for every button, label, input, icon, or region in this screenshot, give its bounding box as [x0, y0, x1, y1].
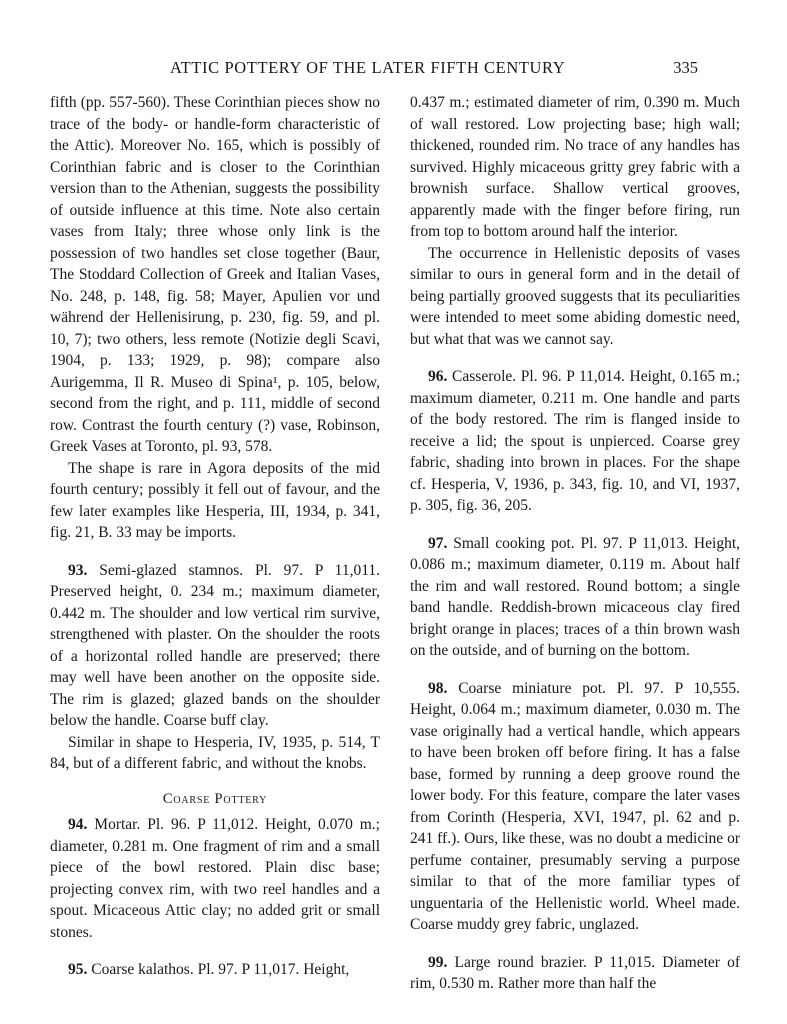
left-column [50, 92, 380, 981]
entry-93-note: Similar in shape to Hesperia, IV, 1935, p. 514, T 84, but of a different fabric, and without the knobs. [50, 733, 380, 772]
paragraph-shape-note: The shape is rare in Agora deposits of the mid fourth century; possibly it fell out of favour, and the few later examples like Hesperia, III, 1934, p. 341, fig. 21, B. 33 may be imports. [50, 459, 380, 541]
section-heading: Coarse Pottery [162, 790, 268, 807]
entry-text: Large round brazier. P 11,015. Diameter of rim, 0.530 m. Rather more than half the [410, 953, 741, 992]
right-column [410, 92, 740, 995]
entry-text: Small cooking pot. Pl. 97. P 11,013. Height, 0.086 m.; maximum diameter, 0.119 m. About half the rim and wall restored. Round bottom; a single band handle. Reddish-brown micaceous clay fired bright orange in places; traces of a thin brown wash on the outside, and of burning on the bottom. [410, 534, 740, 659]
entry-text: Coarse miniature pot. Pl. 97. P 10,555. Height, 0.064 m.; maximum diameter, 0.030 m. The vase originally had a vertical handle, which appears to have been broken off before firing. It has a false base, formed by running a deep groove round the lower body. For this feature, compare the later vases from Corinth (Hesperia, XVI, 1947, pl. 62 and p. 241 ff.). Ours, like these, was no doubt a medicine or perfume container, presumably serving a purpose similar to that of the more familiar types of unguentaria of the Hellenistic world. Wheel made. Coarse muddy grey fabric, unglazed. [410, 679, 740, 933]
entry-number: 96. [428, 368, 448, 385]
paragraph-continued: fifth (pp. 557-560). These Corinthian pieces show no trace of the body- or handle-form characteristic of the Attic). Moreover No. 165, which is possibly of Corinthian fabric and is closer to the Corinthian version than to the Athenian, suggests the possibility of outside influence at this time. Note also certain vases from Italy; three whose only link is the possession of two handles set close together (Baur, The Stoddard Collection of Greek and Italian Vases, No. 248, p. 148, fig. 58; Mayer, Apulien vor und während der Hellenisirung, p. 230, fig. 59, and pl. 10, 7); two others, less remote (Notizie degli Scavi, 1904, p. 133; 1929, p. 98); compare also Aurigemma, Il R. Museo di Spina¹, p. 105, below, second from the right, and p. 111, middle of second row. Contrast the fourth century (?) vase, Robinson, Greek Vases at Toronto, pl. 93, 578. [50, 94, 380, 455]
entry-number: 94. [68, 816, 88, 833]
entry-number: 99. [428, 953, 448, 971]
running-title: ATTIC POTTERY OF THE LATER FIFTH CENTURY [170, 58, 566, 77]
entry-number: 93. [68, 561, 88, 579]
page-header [0, 58, 787, 80]
entry-number: 95. [68, 961, 88, 978]
catalogue-entry-97 [410, 533, 740, 662]
entry-number: 97. [428, 534, 448, 552]
catalogue-entry-94 [50, 814, 380, 943]
paragraph-continued: 0.437 m.; estimated diameter of rim, 0.390 m. Much of wall restored. Low projecting base; high wall; thickened, rounded rim. No trace of any handles has survived. Highly micaceous gritty grey fabric with a brownish surface. Shallow vertical grooves, apparently made with the finger before firing, run from top to bottom around half the interior. [410, 94, 740, 240]
catalogue-entry-98 [410, 678, 740, 936]
page-number: 335 [673, 58, 698, 77]
catalogue-entry-96 [410, 366, 740, 517]
catalogue-entry-99 [410, 952, 740, 995]
entry-text: Casserole. Pl. 96. P 11,014. Height, 0.165 m.; maximum diameter, 0.211 m. One handle and parts of the body restored. The rim is flanged inside to receive a lid; the spout is unpierced. Coarse grey fabric, shading into brown in places. For the shape cf. Hesperia, V, 1936, p. 343, fig. 10, and VI, 1937, p. 305, fig. 36, 205. [410, 368, 740, 514]
entry-text: Coarse kalathos. Pl. 97. P 11,017. Height, [91, 961, 350, 978]
paragraph-hellenistic-note: The occurrence in Hellenistic deposits of vases similar to ours in general form and in the detail of being partially grooved suggests that its peculiarities were intended to meet some abiding domestic need, but what that was we cannot say. [410, 244, 740, 348]
entry-text: Semi-glazed stamnos. Pl. 97. P 11,011. Preserved height, 0. 234 m.; maximum diameter, 0.442 m. The shoulder and low vertical rim survive, strengthened with plaster. On the shoulder the roots of a horizontal rolled handle are preserved; there may well have been another on the opposite side. The rim is glazed; glazed bands on the shoulder below the handle. Coarse buff clay. [50, 561, 381, 729]
entry-text: Mortar. Pl. 96. P 11,012. Height, 0.070 m.; diameter, 0.281 m. One fragment of rim and a small piece of the bowl restored. Plain disc base; projecting convex rim, with two reel handles and a spout. Micaceous Attic clay; no added grit or small stones. [50, 816, 380, 941]
catalogue-entry-93 [50, 560, 380, 732]
catalogue-entry-95 [50, 959, 380, 981]
entry-number: 98. [428, 679, 448, 697]
